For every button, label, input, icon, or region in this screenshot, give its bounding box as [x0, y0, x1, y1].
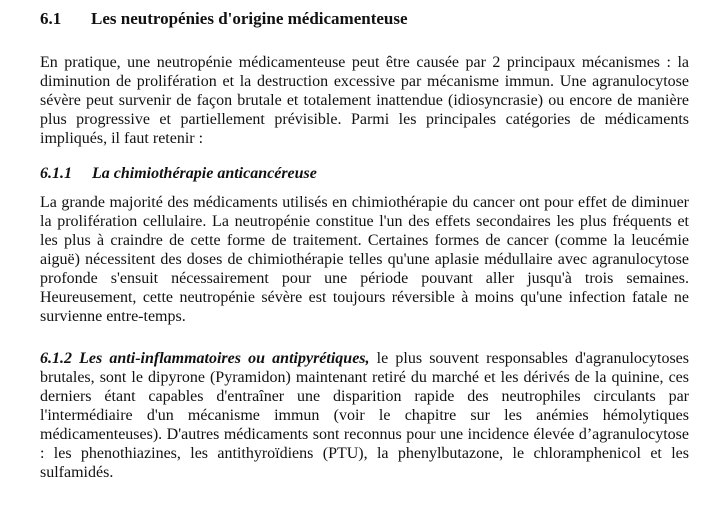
chimiotherapie-paragraph: La grande majorité des médicaments utilisés en chimiothérapie du cancer ont pour effet de diminuer la prolifération cellulaire. La neutropénie constitue l'un des effets secondaires les plus fréquents et les plus à craindre de cette forme de traitement. Certaines formes de cancer (comme la leucémie aiguë) nécessitent des doses de chimiothérapie telles qu'une aplasie médullaire avec agranulocytose profonde s'ensuit nécessairement pour une période pouvant aller jusqu'à trois semaines. Heureusement, cette neutropénie sévère est toujours réversible à moins qu'une infection fatale ne survienne entre-temps.	[40, 194, 689, 325]
section-number: 6.1	[40, 9, 62, 28]
section-title: Les neutropénies d'origine médicamenteuse	[91, 9, 408, 28]
anti-inflammatoires-paragraph	[40, 349, 689, 482]
anti-inflammatoires-text: le plus souvent responsables d'agranulocytoses brutales, sont le dipyrone (Pyramidon) maintenant retiré du marché et les dérivés de la quinine, ces derniers étant capables d'entraîner une disparition rapide des neutrophiles circulants par l'intermédiaire d'un mécanisme immun (voir le chapitre sur les anémies hémolytiques médicamenteuses). D'autres médicaments sont reconnus pour une incidence élevée d’agranulocytose : les phenothiazines, les antithyroïdiens (PTU), la phenylbutazone, le chloramphenicol et les sulfamidés.	[40, 350, 690, 481]
section-heading	[40, 8, 689, 30]
subsection-title: La chimiothérapie anticancéreuse	[92, 165, 317, 182]
subsection-heading-chimiotherapie	[40, 164, 689, 184]
subsection-number: 6.1.1	[40, 165, 72, 182]
intro-paragraph: En pratique, une neutropénie médicamenteuse peut être causée par 2 principaux mécanismes : la diminution de prolifération et la destruction excessive par mécanisme immun. Une agranulocytose sévère peut survenir de façon brutale et totalement inattendue (idiosyncrasie) ou encore de manière plus progressive et partiellement prévisible. Parmi les principales catégories de médicaments impliqués, il faut retenir :	[40, 54, 689, 147]
anti-inflammatoires-heading: 6.1.2 Les anti-inflammatoires ou antipyrétiques,	[40, 350, 370, 367]
